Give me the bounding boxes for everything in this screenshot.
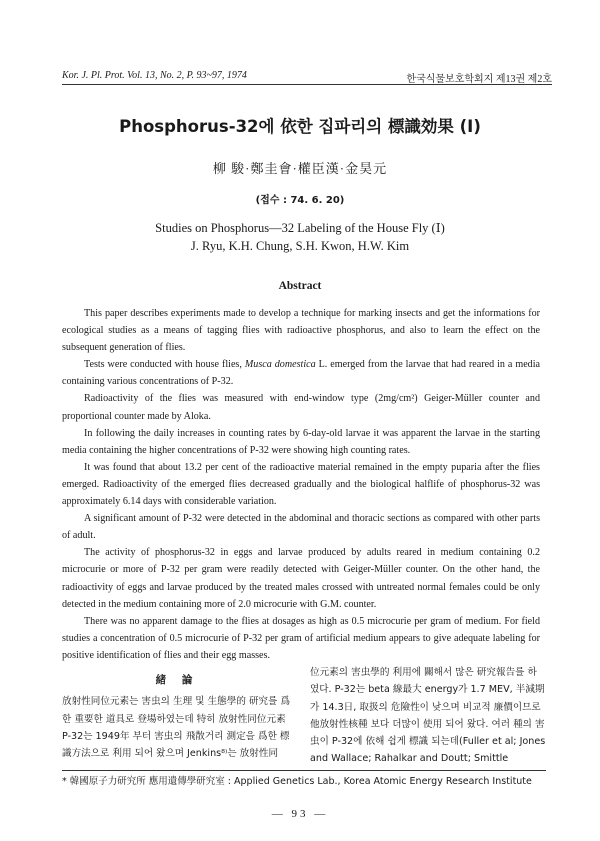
column-right (310, 664, 546, 768)
abstract-paragraph: Radioactivity of the flies was measured with end-window type (2mg/cm²) Geiger-Müller counter and proportional counter made by Aloka. (62, 393, 540, 422)
page-number: — 93 — (271, 808, 329, 820)
abstract-paragraph: This paper describes experiments made to develop a technique for marking insects and get the informations for ecological studies as a means of tagging flies with radioactive phosphorus, and also to learn the effect on the subsequent generation of flies. (62, 308, 540, 354)
paper-title-english: Studies on Phosphorus—32 Labeling of the House Fly (Ⅰ) (155, 221, 445, 235)
footnote-divider (62, 770, 546, 771)
column-left (62, 664, 292, 762)
introduction-text-left: 放射性同位元素는 害虫의 生理 및 生態學的 研究를 爲한 重要한 道具로 登場하였는데 特히 放射性同位元素 P-32는 1949年 부터 害虫의 飛散거리 測定을 爲한 標識方法으로 利用 되어 왔으며 Jenkins⁸⁾는 放射性同 (62, 696, 291, 760)
abstract-paragraph: In following the daily increases in counting rates by 6-day-old larvae it was apparent the larvae in the starting media containing the higher concentrations of P-32 were showing high counting rates. (62, 427, 540, 456)
authors-korean: 柳 駿·鄭圭會·權臣漢·金昊元 (212, 161, 388, 176)
abstract-paragraph: The activity of phosphorus-32 in eggs and larvae produced by adults reared in medium containing 0.2 microcurie or more of P-32 per gram were readily detected with Geiger-Müller counter. On the other hand, the radioactivity of eggs and larvae produced by the treated males crossed with untreated normal females could be only detected in the medium containing more of 2.0 microcurie with G.M. counter. (62, 547, 540, 610)
species-name: Musca domestica (244, 359, 316, 371)
abstract-paragraph: It was found that about 13.2 per cent of the radioactive material remained in the empty puparia after the flies emerged. Radioactivity of the emerged flies decreased gradually and the biological halflife of phosphorus-32 was approximately 6.14 days with considerable variation. (62, 461, 540, 508)
introduction-text-right: 位元素의 害虫學的 利用에 關해서 많은 研究報告를 하였다. P-32는 beta 線最大 energy가 1.7 MEV, 半減期가 14.3日, 取扱의 危險性이 낮으며 비교적 廉價이므로 他放射性核種 보다 더많이 使用 되어 왔다. 여러 種의 害虫이 P-32에 依해 쉽게 標識 되는데(Fuller et al; Jones and Wallace; Rahalkar and Doutt; Smittle (310, 667, 546, 765)
abstract-heading: Abstract (278, 280, 322, 292)
journal-name-korean: 한국식물보호학회지 제13권 제2호 (406, 74, 552, 85)
authors-english: J. Ryu, K.H. Chung, S.H. Kwon, H.W. Kim (190, 239, 410, 253)
affiliation-footnote: * 韓國原子力研究所 應用遺傳學研究室 : Applied Genetics Lab., Korea Atomic Energy Research Institute (62, 776, 532, 787)
abstract-paragraph: A significant amount of P-32 were detected in the abdominal and thoracic sections as compared with other parts of adult. (62, 513, 540, 542)
paper-title: Phosphorus-32에 依한 집파리의 標識効果 (Ⅰ) (119, 117, 481, 136)
abstract-paragraph: Tests were conducted with house flies, Musca domestica L. emerged from the larvae that had reared in a media containing various concentrations of P-32. (62, 359, 541, 388)
body-columns (62, 664, 546, 770)
introduction-heading: 緒 論 (155, 674, 199, 686)
abstract-body (62, 305, 540, 664)
received-date: (접수 : 74. 6. 20) (255, 195, 345, 206)
abstract-paragraph: There was no apparent damage to the flies at dosages as high as 0.5 microcurie per gram of medium. For field studies a concentration of 0.5 microcurie of P-32 per gram of artificial medium appears to give adequate labeling for positive identification of flies and their egg masses. (62, 615, 540, 661)
journal-citation: Kor. J. Pl. Prot. Vol. 13, No. 2, P. 93~97, 1974 (62, 70, 247, 81)
header-divider (62, 84, 552, 85)
running-header (62, 70, 552, 85)
